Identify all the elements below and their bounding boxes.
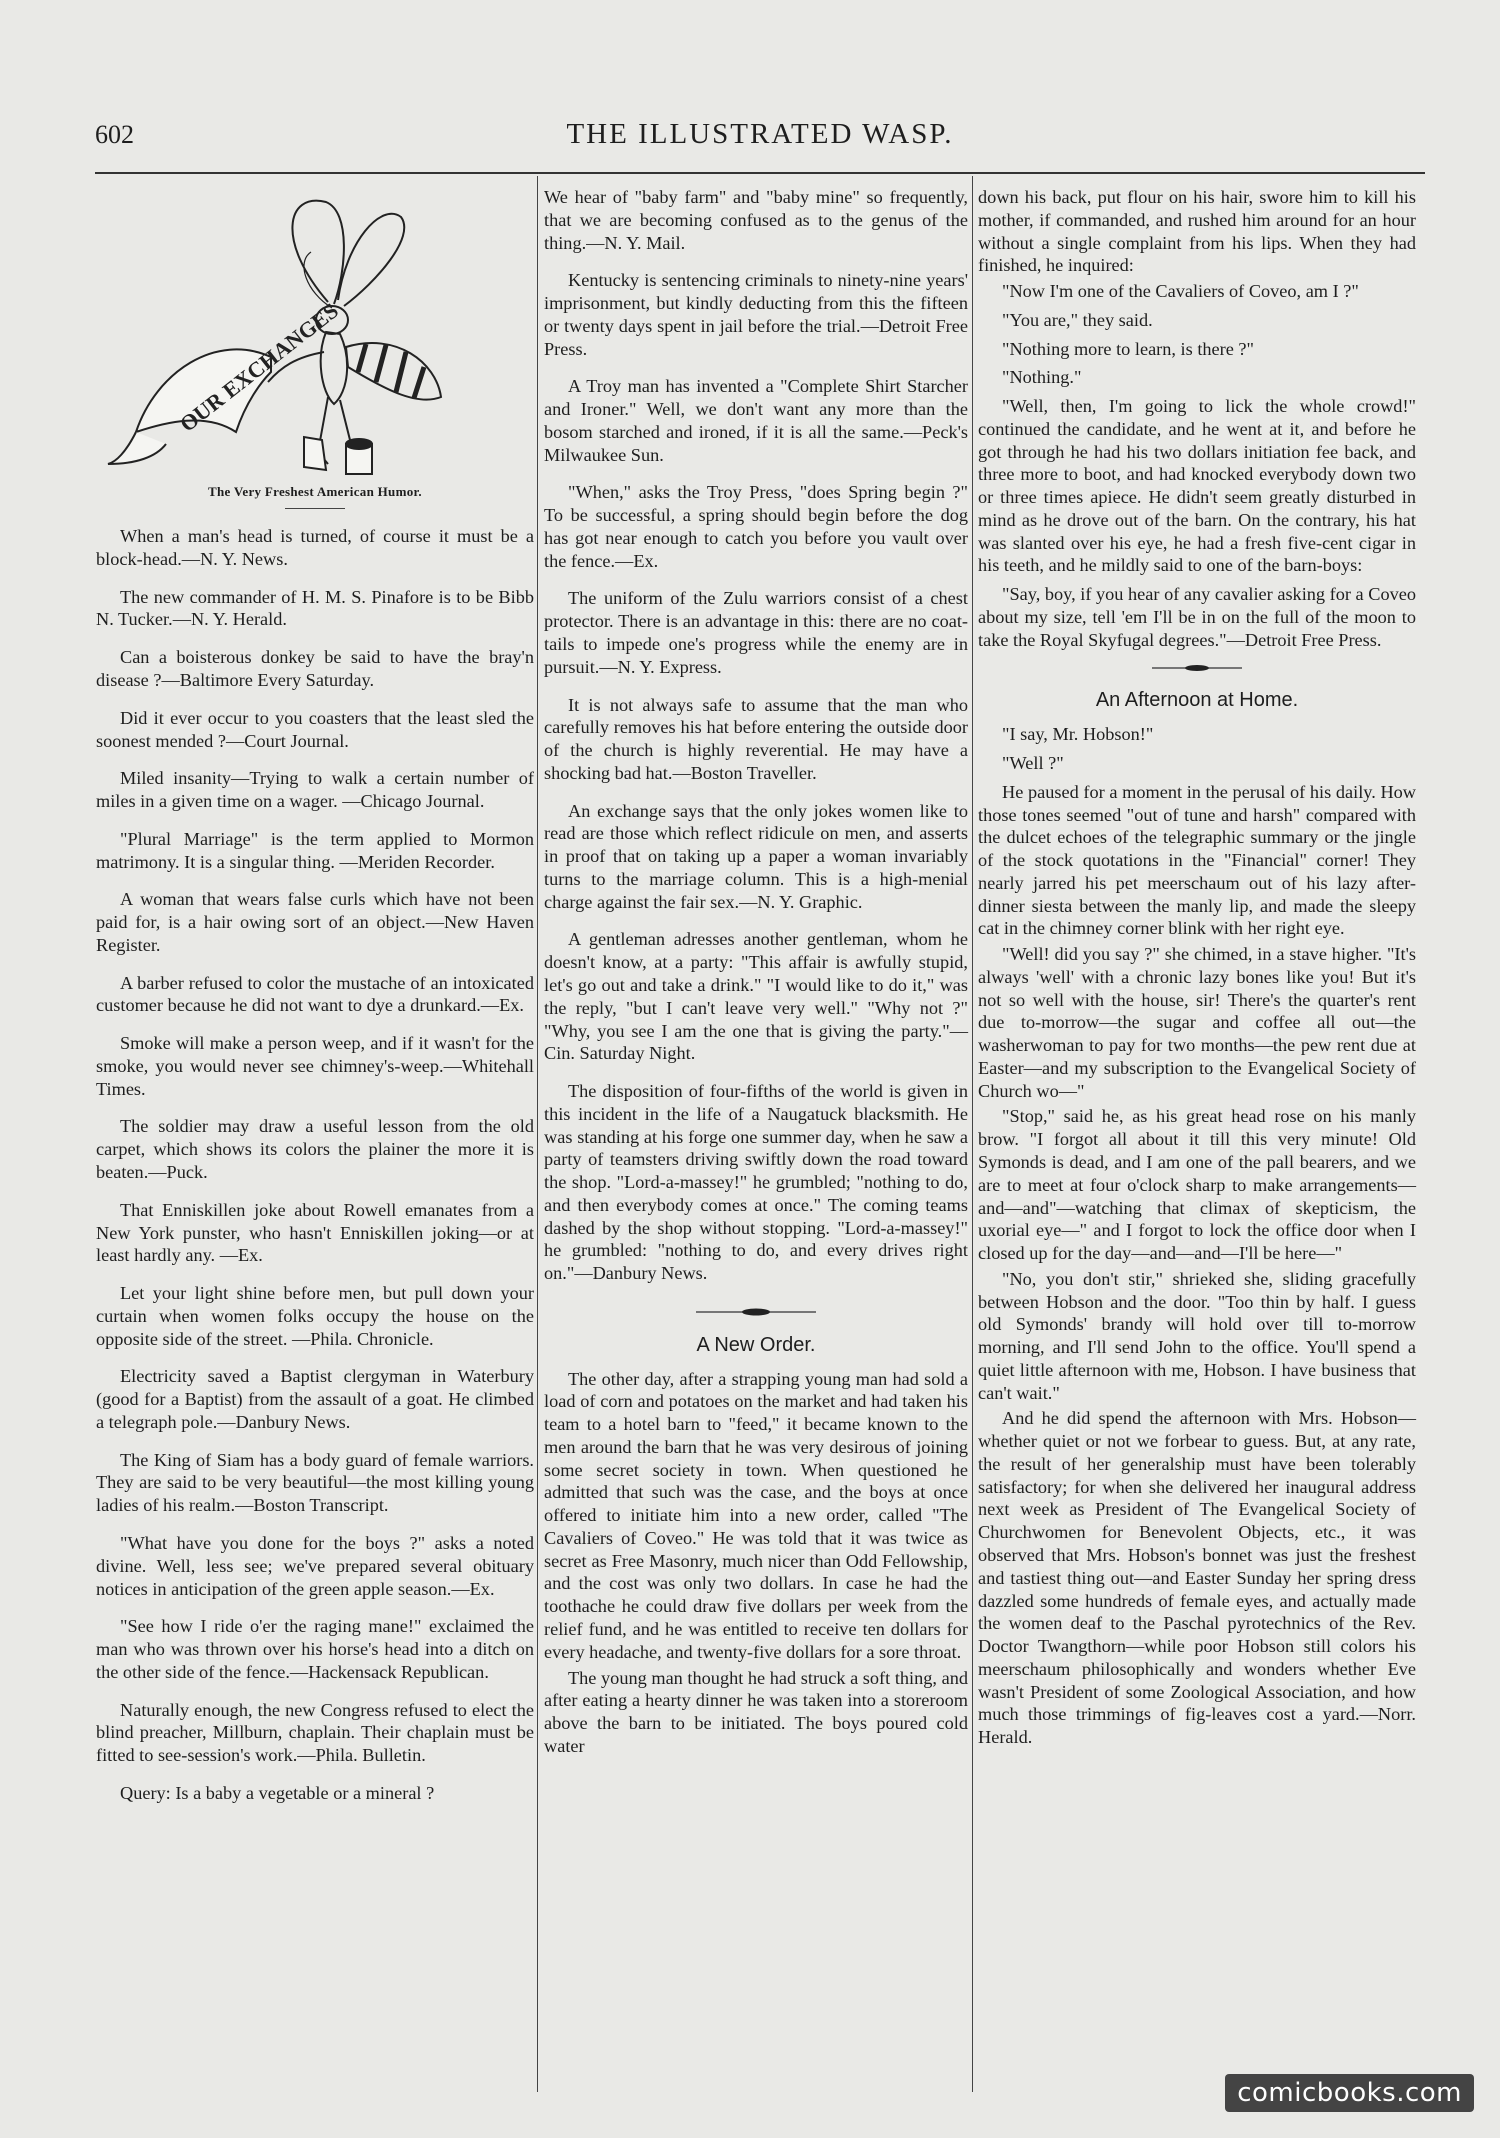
wasp-icon xyxy=(96,182,534,482)
story-paragraph: "Say, boy, if you hear of any cavalier asking for a Coveo about my size, tell 'em I'll be in on the full of the moon to take the Royal Skyfugal degrees."—Detroit Free Press. xyxy=(978,584,1416,650)
joke-item: That Enniskillen joke about Rowell emanates from a New York punster, who hasn't Enniskillen joking—or at least hardly any. —Ex. xyxy=(96,1199,534,1266)
joke-item: "Plural Marriage" is the term applied to Mormon matrimony. It is a singular thing. —Meriden Recorder. xyxy=(96,828,534,872)
story-paragraph: "Well, then, I'm going to lick the whole crowd!" continued the candidate, and he went at it, and before he got through he had his two dollars initiation fee back, and three more to boot, and had knocked everybody down two or three times apiece. He didn't seem greatly disturbed in mind as he drove out of the barn. On the contrary, his hat was slanted over his eye, he had a fresh five-cent cigar in his teeth, and he mildly said to one of the barn-boys: xyxy=(978,396,1416,576)
joke-item: Kentucky is sentencing criminals to ninety-nine years' imprisonment, but kindly deducting from this the fifteen or twenty days spent in jail before the trial.—Detroit Free Press. xyxy=(544,270,968,359)
story-paragraph: "Stop," said he, as his great head rose on his manly brow. "I forgot all about it till this very minute! Old Symonds is dead, and I am one of the pall bearers, and we are to meet at four o'clock sharp to make arrangements—and—and"—watching that climax of skepticism, the uxorial eye—" and I forgot to lock the office door when I closed up for the day—and—and—I'll be here—" xyxy=(978,1106,1416,1264)
story-paragraph: "Nothing." xyxy=(1002,367,1082,388)
story-paragraph: He paused for a moment in the perusal of his daily. How those tones seemed "out of tune and harsh" compared with the dulcet echoes of the telegraphic summary or the jingle of the stock quotations in the "Financial" corner! They nearly jarred his pet meerschaum out of his lazy after-dinner siesta between the manly lip, and made the sleepy cat in the chimney corner blink with her right eye. xyxy=(978,781,1416,939)
masthead-title: THE ILLUSTRATED WASP. xyxy=(566,118,954,150)
joke-item: A woman that wears false curls which have not been paid for, is a hair owing sort of an object.—New Haven Register. xyxy=(96,889,534,955)
joke-item: The new commander of H. M. S. Pinafore is to be Bibb N. Tucker.—N. Y. Herald. xyxy=(96,586,534,630)
joke-item: Did it ever occur to you coasters that the least sled the soonest mended ?—Court Journal. xyxy=(96,707,534,751)
joke-item: Query: Is a baby a vegetable or a mineral ? xyxy=(120,1782,435,1803)
joke-item: Naturally enough, the new Congress refused to elect the blind preacher, Millburn, chaplain. Their chaplain must be fitted to see-session's work.—Phila. Bulletin. xyxy=(96,1699,534,1766)
story-paragraph: And he did spend the afternoon with Mrs. Hobson—whether quiet or not we forbear to guess. But, at any rate, the result of her generalship must have been tolerably satisfactory; for when she delivered her inaugural address next week as President of The Evangelical Society of Churchwomen for Benevolent Objects, etc., it was observed that Mrs. Hobson's bonnet was just the freshest and tastiest thing out—and Easter Sunday her spring dress dazzled some hundreds of female eyes, and actually made the women deaf to the Paschal pyrotechnics of the Rev. Doctor Twangthorn—while poor Hobson still colors his meerschaum philosophically and wonders whether Eve wasn't President of some Zoological Association, and how much those trimmings of fig-leaves cost a yard.—Norr. Herald. xyxy=(978,1408,1416,1748)
story-paragraph: "Nothing more to learn, is there ?" xyxy=(1002,338,1255,359)
story-paragraph: The young man thought he had struck a soft thing, and after eating a hearty dinner he was taken into a storeroom above the barn to be initiated. The boys poured cold water xyxy=(544,1667,968,1756)
joke-item: The soldier may draw a useful lesson from the old carpet, which shows its colors the plainer the more it is beaten.—Puck. xyxy=(96,1116,534,1183)
joke-item: The King of Siam has a body guard of female warriors. They are said to be very beautiful—the most killing young ladies of his realm.—Boston Transcript. xyxy=(96,1449,534,1516)
joke-item: "What have you done for the boys ?" asks a noted divine. Well, less see; we've prepared several obituary notices in anticipation of the green apple season.—Ex. xyxy=(96,1532,534,1599)
joke-item: "See how I ride o'er the raging mane!" exclaimed the man who was thrown over his horse's head into a ditch on the other side of the fence.—Hackensack Republican. xyxy=(96,1616,534,1682)
story-paragraph: "I say, Mr. Hobson!" xyxy=(1002,724,1154,745)
column-divider xyxy=(537,176,538,2092)
banner-text: OUR EXCHANGES xyxy=(174,297,343,437)
section-ornament xyxy=(544,1300,968,1323)
story-paragraph: The other day, after a strapping young man had sold a load of corn and potatoes on the market and had taken his team to a hotel barn to "feed," it became known to the men around the barn that he was very desirous of joining some secret society in town. When questioned he admitted that such was the case, and the boys at once offered to initiate him into a new order, called "The Cavaliers of Coveo." He was told that it was twice as secret as Free Masonry, much nicer than Odd Fellowship, and the cost was only two dollars. In case he had the toothache he could draw five dollars per week from the relief fund, and he was entitled to receive ten dollars for every headache, and twenty-five dollars for a sore throat. xyxy=(544,1368,968,1662)
joke-item: Miled insanity—Trying to walk a certain number of miles in a given time on a wager. —Chicago Journal. xyxy=(96,768,534,812)
joke-item: The disposition of four-fifths of the world is given in this incident in the life of a Naugatuck blacksmith. He was standing at his forge one summer day, when he saw a party of teamsters driving swiftly down the road toward the shop. "Lord-a-massey!" he grumbled; "nothing to do, and then everybody comes at once." The coming teams dashed by the shop without stopping. "Lord-a-massey!" he grumbled: "nothing to do, and every drives right on."—Danbury News. xyxy=(544,1081,968,1284)
joke-item: Smoke will make a person weep, and if it wasn't for the smoke, you would never see chimney's-weep.—Whitehall Times. xyxy=(96,1033,534,1099)
illustration-caption: The Very Freshest American Humor. xyxy=(208,484,422,499)
joke-item: Can a boisterous donkey be said to have the bray'n disease ?—Baltimore Every Saturday. xyxy=(96,647,534,690)
story-paragraph: "Now I'm one of the Cavaliers of Coveo, am I ?" xyxy=(1002,281,1359,302)
story-paragraph: down his back, put flour on his hair, swore him to kill his mother, if commanded, and rushed him around for an hour without a single complaint from his lips. When they had finished, he inquired: xyxy=(978,187,1416,276)
column-1 xyxy=(96,182,534,1820)
joke-item: We hear of "baby farm" and "baby mine" so frequently, that we are becoming confused as to the genus of the thing.—N. Y. Mail. xyxy=(544,187,968,253)
joke-item: Let your light shine before men, but pull down your curtain when women folks occupy the house on the opposite side of the street. —Phila. Chronicle. xyxy=(96,1283,534,1349)
joke-item: A barber refused to color the mustache of an intoxicated customer because he did not want to dye a drunkard.—Ex. xyxy=(96,972,534,1016)
joke-item: The uniform of the Zulu warriors consist of a chest protector. There is an advantage in this: there are no coat-tails to impede one's progress while the enemy are in pursuit.—N. Y. Express. xyxy=(544,588,968,677)
column-3 xyxy=(978,186,1416,1752)
joke-item: When a man's head is turned, of course it must be a block-head.—N. Y. News. xyxy=(96,526,534,569)
section-ornament xyxy=(978,656,1416,679)
joke-item: A gentleman adresses another gentleman, whom he doesn't know, at a party: "This affair is awfully stupid, let's go out and take a drink." "I would like to do it," was the reply, "but I can't leave very well." "Why not ?" "Why, you see I am the one that is giving the party."—Cin. Saturday Night. xyxy=(544,929,968,1064)
page-number: 602 xyxy=(95,120,134,149)
joke-item: "When," asks the Troy Press, "does Spring begin ?" To be successful, a spring should begin before the dog has got near enough to catch you before you vault over the fence.—Ex. xyxy=(544,482,968,571)
joke-item: A Troy man has invented a "Complete Shirt Starcher and Ironer." Well, we don't want any more than the bosom starched and ironed, if it is all the same.—Peck's Milwaukee Sun. xyxy=(544,376,968,465)
story-title: A New Order. xyxy=(696,1333,816,1356)
story-paragraph: "No, you don't stir," shrieked she, sliding gracefully between Hobson and the door. "Too thin by half. I guess old Symonds' brandy will hold over till to-morrow morning, and I'll send John to the office. You'll spend a quiet little afternoon with me, Hobson. I have business that can't wait." xyxy=(978,1268,1416,1403)
joke-item: Electricity saved a Baptist clergyman in Waterbury (good for a Baptist) from the assault of a goat. He climbed a telegraph pole.—Danbury News. xyxy=(96,1366,534,1432)
story-paragraph: "Well! did you say ?" she chimed, in a stave higher. "It's always 'well' with a chronic lazy bones like you! But it's not so well with the house, sir! There's the quarter's rent due to-morrow—the sugar and coffee all out—the washerwoman to pay for two months—the pew rent due at Easter—and my subscription to the Evangelical Society of Church wo—" xyxy=(978,944,1416,1101)
caption-rule xyxy=(285,508,345,509)
page-header xyxy=(95,112,1425,162)
column-2 xyxy=(544,186,968,1761)
story-paragraph: "Well ?" xyxy=(1002,752,1064,773)
wasp-illustration xyxy=(96,182,534,482)
joke-item: An exchange says that the only jokes women like to read are those which reflect ridicule on men, and asserts in proof that on taking up a paper a woman invariably turns to the marriage column. This is a high-menial charge against the fair sex.—N. Y. Graphic. xyxy=(544,800,968,912)
joke-item: It is not always safe to assume that the man who carefully removes his hat before entering the outside door of the church is highly reverential. He may have a shocking bad hat.—Boston Traveller. xyxy=(544,694,968,783)
watermark-badge: comicbooks.com xyxy=(1225,2074,1474,2112)
story-paragraph: "You are," they said. xyxy=(1002,309,1153,330)
story-title: An Afternoon at Home. xyxy=(1095,689,1299,712)
header-rule xyxy=(95,172,1425,174)
column-divider xyxy=(972,176,973,2092)
